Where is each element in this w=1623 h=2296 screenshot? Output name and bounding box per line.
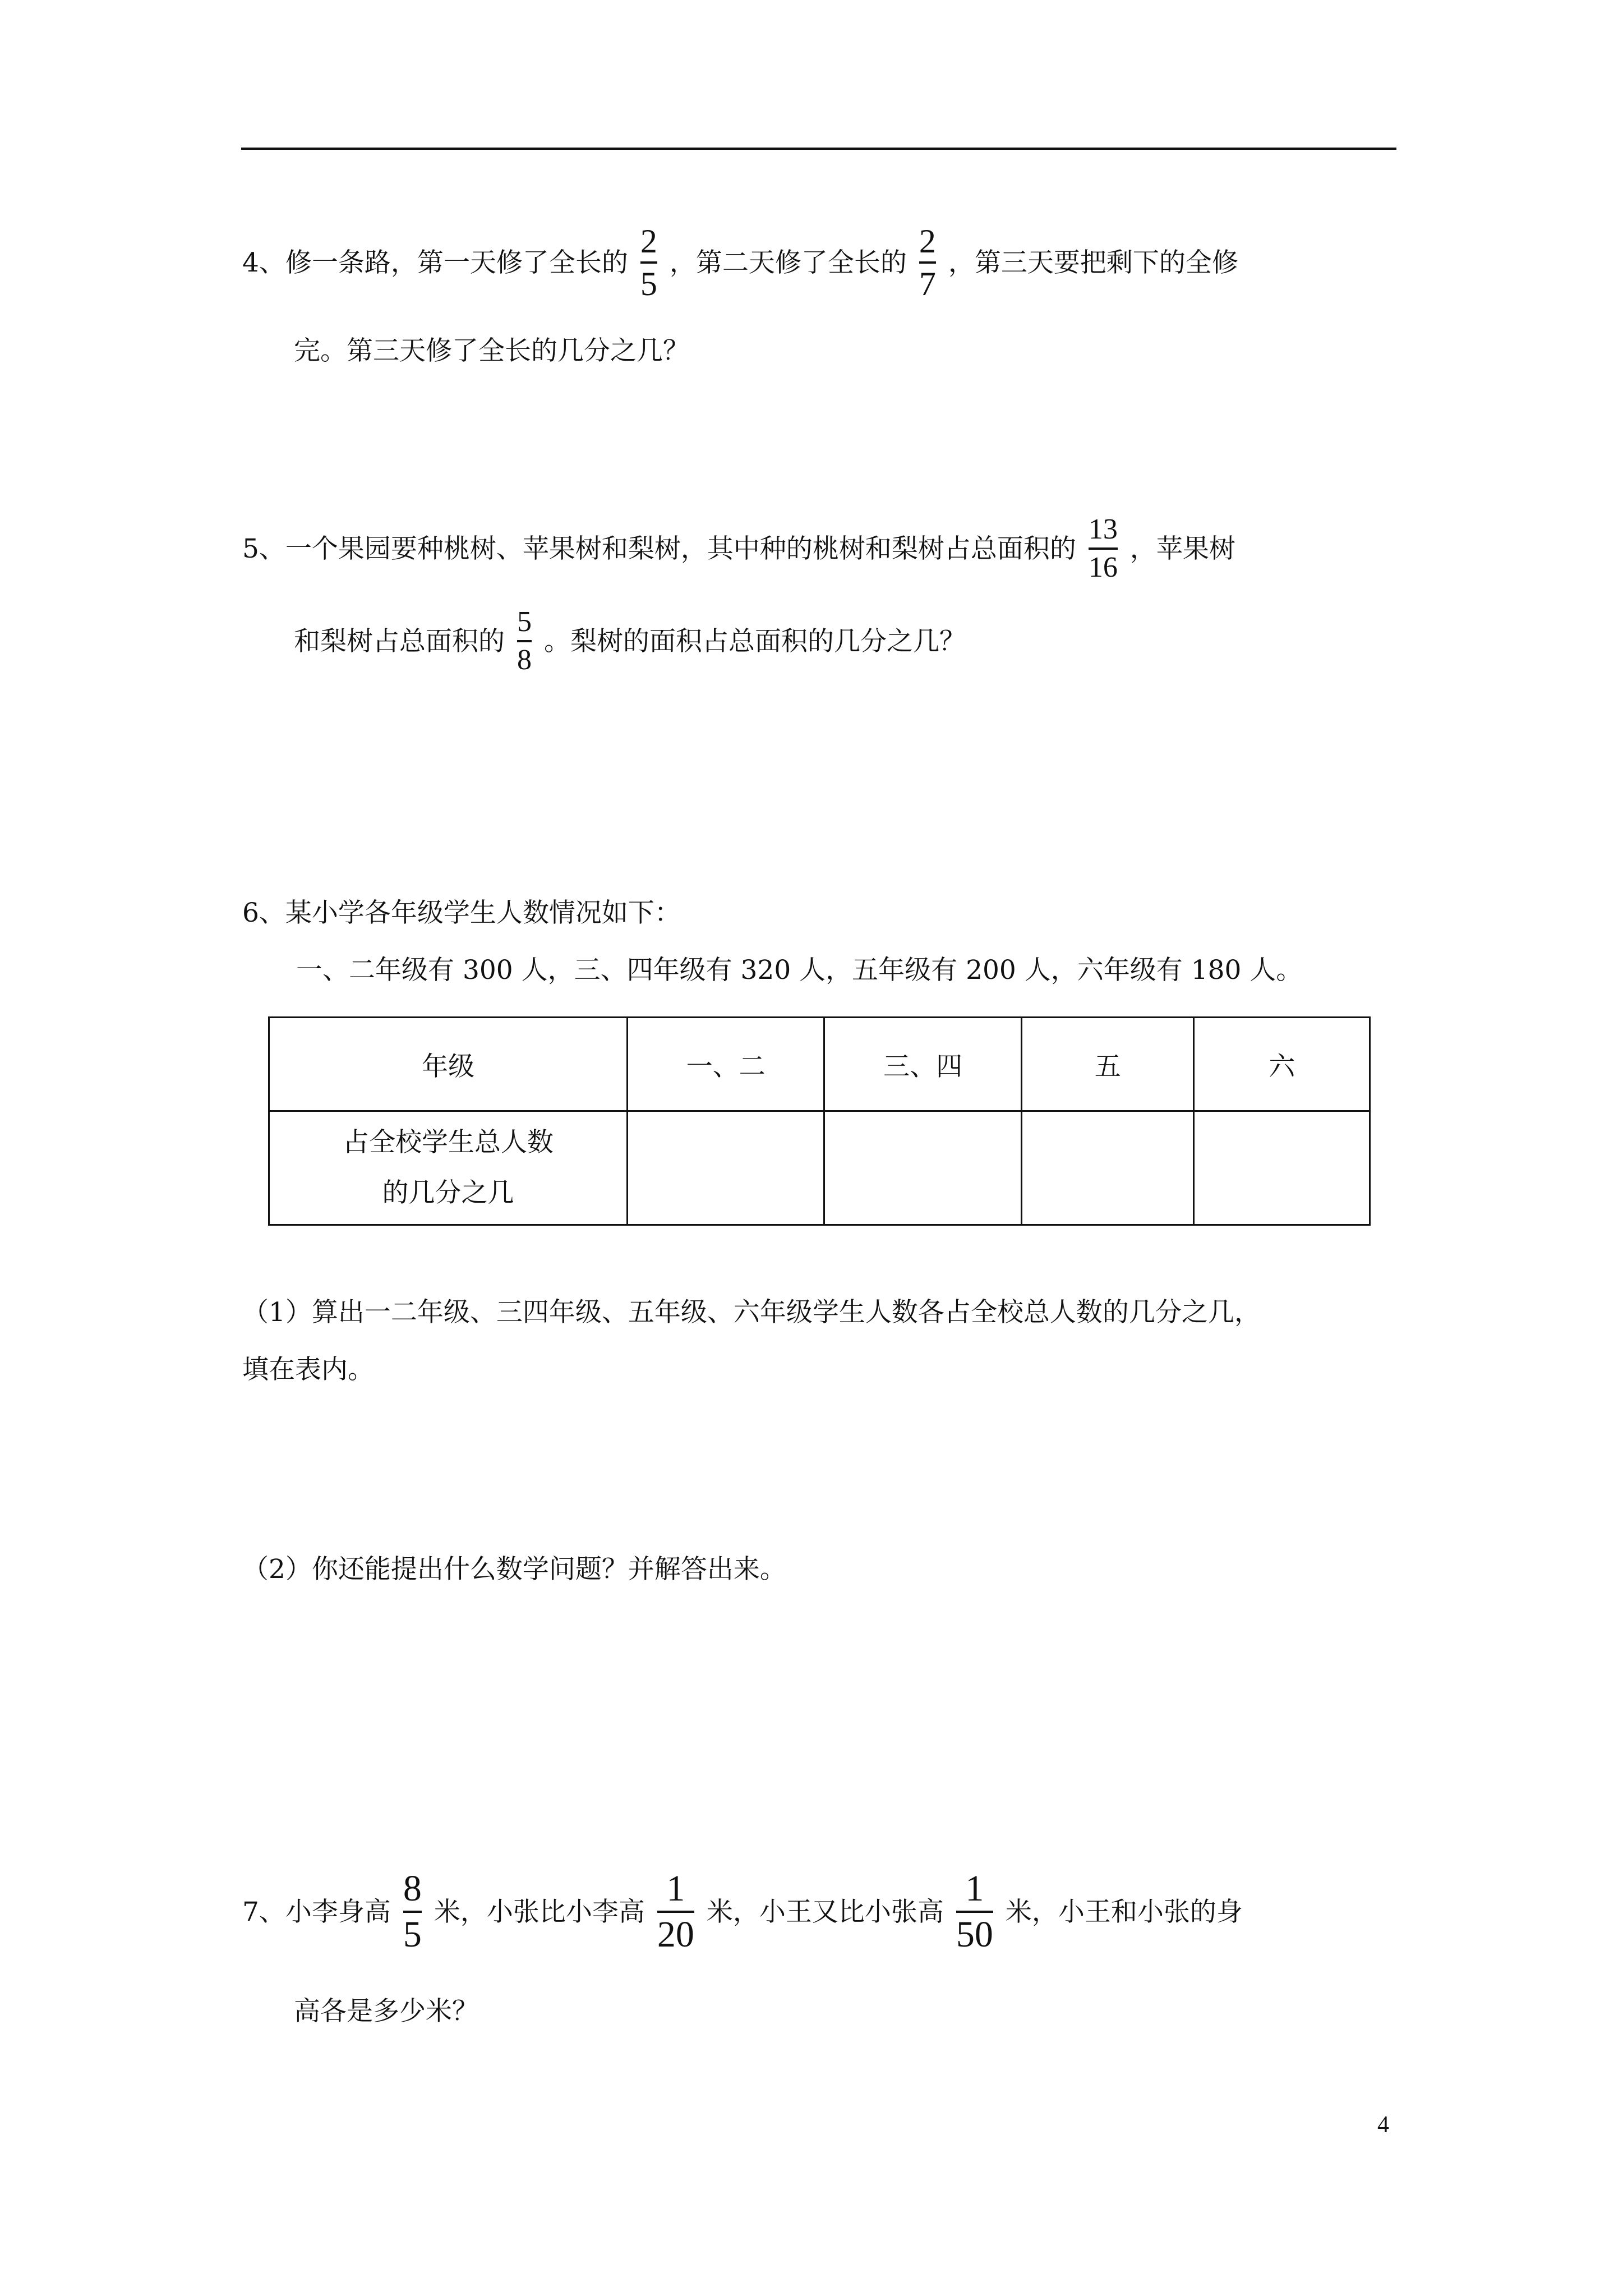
fraction-bar — [657, 1911, 694, 1913]
fraction-numerator: 1 — [965, 1868, 984, 1909]
header-rule — [241, 148, 1396, 150]
q6-sub2: （2）你还能提出什么数学问题？并解答出来。 — [242, 1554, 786, 1585]
grade-table — [268, 1016, 1371, 1226]
q4-suffix: ，第三天要把剩下的全修 — [948, 247, 1238, 278]
q7-fraction-2 — [657, 1870, 694, 1953]
q7-line1 — [242, 1870, 1243, 1953]
header-cell-grade-5: 五 — [1021, 1018, 1194, 1111]
q6-title: 6、某小学各年级学生人数情况如下： — [242, 898, 681, 928]
fraction-numerator: 1 — [666, 1868, 685, 1909]
grade-table-fraction-row — [269, 1111, 1370, 1225]
q6-sub1-line1: （1）算出一二年级、三四年级、五年级、六年级学生人数各占全校总人数的几分之几， — [242, 1297, 1261, 1328]
row-label-line2: 的几分之几 — [382, 1177, 514, 1208]
q5-suffix: ，苹果树 — [1129, 533, 1235, 564]
answer-cell-grade-1-2[interactable] — [627, 1111, 824, 1225]
q4-fraction-2 — [919, 224, 936, 301]
fraction-numerator: 8 — [403, 1868, 422, 1909]
fraction-numerator: 5 — [517, 606, 532, 638]
fraction-numerator: 2 — [640, 223, 657, 260]
header-cell-grade-6: 六 — [1194, 1018, 1370, 1111]
fraction-bar — [956, 1911, 993, 1913]
q5-line2-suffix: 。梨树的面积占总面积的几分之几？ — [544, 625, 966, 657]
q6-sub1-line2: 填在表内。 — [242, 1354, 374, 1385]
q5-line1 — [242, 515, 1235, 582]
fraction-denominator: 5 — [640, 265, 657, 302]
fraction-bar — [403, 1911, 422, 1913]
q7-fraction-3 — [956, 1870, 993, 1953]
fraction-bar — [517, 640, 532, 642]
header-cell-grade-3-4: 三、四 — [824, 1018, 1022, 1111]
q4-mid: ，第二天修了全长的 — [669, 247, 907, 278]
fraction-bar — [919, 261, 936, 264]
q6-info: 一、二年级有 300 人，三、四年级有 320 人，五年级有 200 人，六年级有 180 人。 — [296, 955, 1303, 986]
fraction-denominator: 8 — [517, 644, 532, 676]
q4-fraction-1 — [640, 224, 657, 301]
answer-cell-grade-5[interactable] — [1021, 1111, 1194, 1225]
q4-line1 — [242, 224, 1238, 301]
header-cell-grade-1-2: 一、二 — [627, 1018, 824, 1111]
fraction-denominator: 7 — [919, 265, 936, 302]
q7-mid1: 米，小张比小李高 — [434, 1896, 645, 1927]
q7-line2: 高各是多少米？ — [294, 1996, 478, 2027]
q7-suffix: 米，小王和小张的身 — [1005, 1896, 1243, 1927]
grade-table-header-row — [269, 1018, 1370, 1111]
fraction-denominator: 5 — [403, 1914, 422, 1955]
row-label-line1: 占全校学生总人数 — [342, 1127, 554, 1158]
page-number: 4 — [1377, 2112, 1389, 2138]
answer-cell-grade-3-4[interactable] — [824, 1111, 1022, 1225]
q5-prefix: 5、一个果园要种桃树、苹果树和梨树，其中种的桃树和梨树占总面积的 — [242, 533, 1076, 564]
q4-line2: 完。第三天修了全长的几分之几？ — [294, 335, 689, 366]
fraction-numerator: 2 — [919, 223, 936, 260]
q5-fraction-1 — [1089, 515, 1118, 582]
answer-cell-grade-6[interactable] — [1194, 1111, 1370, 1225]
fraction-bar — [640, 261, 657, 264]
fraction-denominator: 20 — [657, 1914, 694, 1955]
q4-prefix: 4、修一条路，第一天修了全长的 — [242, 247, 628, 278]
q5-fraction-2 — [517, 608, 532, 675]
fraction-denominator: 16 — [1088, 551, 1118, 583]
fraction-bar — [1089, 547, 1118, 550]
q7-mid2: 米，小王又比小张高 — [706, 1896, 944, 1927]
header-cell-grade: 年级 — [269, 1018, 628, 1111]
q5-line2-prefix: 和梨树占总面积的 — [294, 625, 505, 657]
fraction-numerator: 13 — [1088, 513, 1118, 545]
q5-line2 — [294, 608, 966, 675]
q7-prefix: 7、小李身高 — [242, 1896, 391, 1927]
row-label-fraction — [269, 1111, 628, 1225]
fraction-denominator: 50 — [956, 1914, 993, 1955]
q7-fraction-1 — [403, 1870, 422, 1953]
